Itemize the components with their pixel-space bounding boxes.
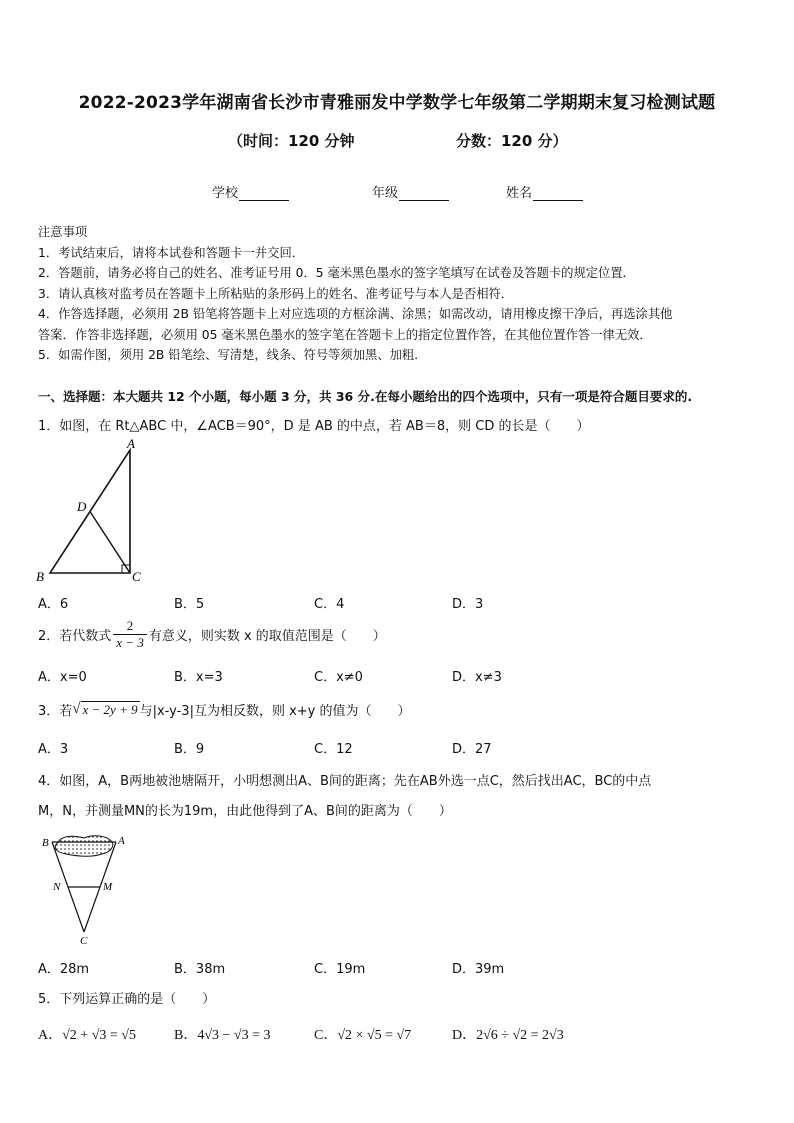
option-a[interactable]: A．√2 + √3 = √5: [38, 1028, 136, 1043]
name-field[interactable]: [506, 182, 583, 201]
q3-suffix: 与|x-y-3|互为相反数，则 x+y 的值为（ ）: [139, 704, 411, 719]
note-item: 答案．作答非选择题，必须用 05 毫米黑色墨水的签字笔在答题卡上的指定位置作答，在其他位置作答一律无效．: [38, 327, 652, 342]
note-item: 2．答题前，请务必将自己的姓名、准考证号用 0．5 毫米黑色墨水的签字笔填写在试卷及答题卡的规定位置．: [38, 266, 635, 280]
pond-figure: [36, 828, 136, 948]
option-a[interactable]: A．6: [38, 597, 69, 612]
note-item: 3．请认真核对监考员在答题卡上所粘贴的条形码上的姓名、准考证号与本人是否相符．: [38, 286, 514, 301]
option-b[interactable]: B．x=3: [174, 670, 223, 685]
notes-heading: 注意事项: [38, 225, 88, 239]
option-b[interactable]: B．5: [174, 597, 205, 612]
option-d[interactable]: D．x≠3: [452, 670, 502, 685]
note-item: 1．考试结束后，请将本试卷和答题卡一并交回．: [38, 245, 305, 260]
option-d[interactable]: D．3: [452, 597, 484, 612]
label-n: N: [53, 881, 61, 893]
question-1-text: 1．如图，在 Rt△ABC 中，∠ACB＝90°，D 是 AB 的中点，若 AB＝8，则 CD 的长是（ ）: [38, 419, 590, 434]
page-title: 2022-2023学年湖南省长沙市青雅丽发中学数学七年级第二学期期末复习检测试题: [78, 93, 716, 113]
note-item: 4．作答选择题，必须用 2B 铅笔将答题卡上对应选项的方框涂满、涂黑；如需改动，请用橡皮擦干净后，再选涂其他: [38, 307, 673, 321]
option-a[interactable]: A．3: [38, 742, 69, 757]
name-blank[interactable]: [533, 188, 583, 201]
label-d: D: [77, 499, 87, 514]
school-label: 学校: [212, 186, 239, 201]
option-a[interactable]: A．28m: [38, 962, 90, 977]
option-d[interactable]: D．27: [452, 742, 492, 757]
option-d[interactable]: D．2√6 ÷ √2 = 2√3: [452, 1028, 564, 1043]
option-c[interactable]: C．12: [314, 742, 353, 757]
fraction-numerator: 2: [113, 618, 147, 635]
name-label: 姓名: [506, 186, 533, 201]
time-label: （时间：120 分钟: [228, 132, 355, 150]
label-a: A: [127, 436, 135, 451]
option-b[interactable]: B．4√3 − √3 = 3: [174, 1028, 271, 1043]
option-b[interactable]: B．38m: [174, 962, 226, 977]
notes-block: [38, 222, 758, 366]
radicand: x − 2y + 9: [82, 702, 138, 717]
label-c: C: [80, 935, 88, 947]
section-heading: 一、选择题：本大题共 12 个小题，每小题 3 分，共 36 分.在每小题给出的四个选项中，只有一项是符合题目要求的.: [38, 389, 693, 404]
fraction-denominator: x − 3: [116, 635, 144, 650]
triangle-figure: [30, 436, 160, 586]
fraction: [113, 618, 147, 651]
grade-field[interactable]: [372, 182, 449, 201]
option-c[interactable]: C．4: [314, 597, 345, 612]
score-label: 分数：120 分）: [456, 132, 568, 150]
school-blank[interactable]: [239, 188, 289, 201]
option-c[interactable]: C．19m: [314, 962, 366, 977]
label-b: B: [42, 837, 49, 849]
school-field[interactable]: [212, 182, 289, 201]
option-d[interactable]: D．39m: [452, 962, 505, 977]
q2-suffix: 有意义，则实数 x 的取值范围是（ ）: [148, 629, 386, 644]
grade-blank[interactable]: [399, 188, 449, 201]
option-a[interactable]: A．x=0: [38, 670, 87, 685]
q3-prefix: 3．若: [38, 704, 73, 719]
question-3-text: [38, 700, 411, 719]
option-c[interactable]: C．x≠0: [314, 670, 363, 685]
label-b: B: [36, 569, 44, 584]
note-item: 5．如需作图，须用 2B 铅笔绘、写清楚，线条、符号等须加黑、加粗．: [38, 348, 427, 362]
question-4-line-2: M，N，并测量MN的长为19m，由此他得到了A、B间的距离为（ ）: [38, 804, 452, 819]
q2-prefix: 2．若代数式: [38, 629, 112, 644]
label-c: C: [132, 569, 141, 584]
radical-sign: √: [72, 701, 81, 717]
option-c[interactable]: C．√2 × √5 = √7: [314, 1028, 412, 1043]
label-a: A: [118, 835, 125, 847]
question-4-line-1: 4．如图，A，B两地被池塘隔开，小明想测出A、B间的距离；先在AB外选一点C，然后找出AC，BC的中点: [38, 774, 652, 789]
question-5-text: 5．下列运算正确的是（ ）: [38, 992, 216, 1007]
question-2-text: [38, 618, 386, 651]
label-m: M: [103, 881, 113, 893]
grade-label: 年级: [372, 186, 399, 201]
option-b[interactable]: B．9: [174, 742, 205, 757]
